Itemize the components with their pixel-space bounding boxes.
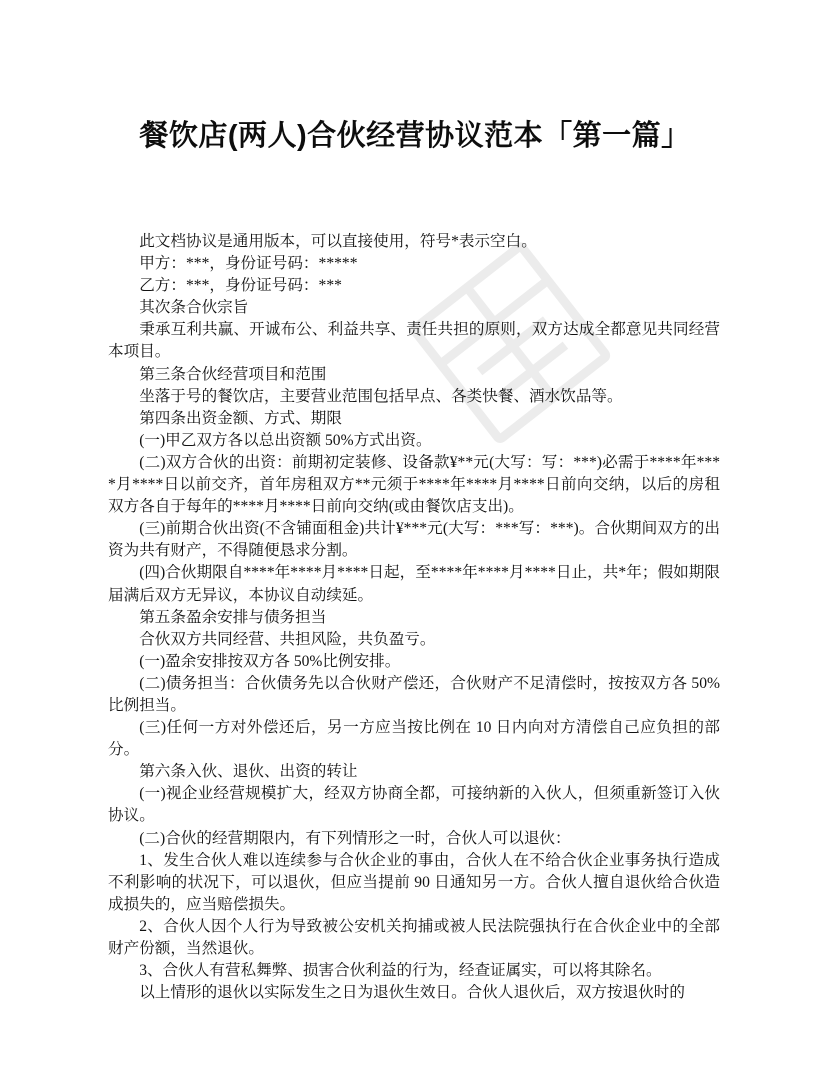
- paragraph: (二)合伙的经营期限内，有下列情形之一时，合伙人可以退伙：: [139, 829, 571, 847]
- paragraph: 以上情形的退伙以实际发生之日为退伙生效日。合伙人退伙后，双方按退伙时的: [139, 984, 685, 1002]
- paragraph: 第四条出资金额、方式、期限: [139, 409, 342, 427]
- paragraph: 秉承互利共赢、开诚布公、利益共享、责任共担的原则，双方达成全都意见共同经营本项目。: [108, 321, 720, 361]
- paragraph: (二)债务担当：合伙债务先以合伙财产偿还，合伙财产不足清偿时，按按双方各 50%比例担当。: [108, 674, 720, 714]
- paragraph: (一)盈余安排按双方各 50%比例安排。: [139, 652, 401, 670]
- paragraph: 第三条合伙经营项目和范围: [139, 365, 327, 383]
- paragraph: 乙方：***，身份证号码：***: [139, 277, 342, 295]
- document-body: [108, 231, 720, 1004]
- paragraph: 其次条合伙宗旨: [139, 299, 249, 317]
- paragraph: (一)甲乙双方各以总出资额 50%方式出资。: [139, 431, 432, 449]
- paragraph: (二)双方合伙的出资：前期初定装修、设备款¥**元(大写：写：***)必需于****年****月****日以前交齐，首年房租双方**元须于****年****月****日前向交纳，以后的房租双方各自于每年的****月****日前向交纳(或由餐饮店支出)。: [108, 453, 720, 516]
- paragraph: (一)视企业经营规模扩大，经双方协商全都，可接纳新的入伙人，但须重新签订入伙协议。: [108, 785, 720, 825]
- paragraph: 合伙双方共同经营、共担风险，共负盈亏。: [139, 630, 436, 648]
- paragraph: (三)任何一方对外偿还后，另一方应当按比例在 10 日内向对方清偿自己应负担的部分。: [108, 719, 720, 759]
- paragraph: 第六条入伙、退伙、出资的转让: [139, 763, 358, 781]
- paragraph: (三)前期合伙出资(不含铺面租金)共计¥***元(大写：***写：***)。合伙期间双方的出资为共有财产，不得随便恳求分割。: [108, 520, 720, 560]
- paragraph: (四)合伙期限自****年****月****日起，至****年****月****日止，共*年；假如期限届满后双方无异议，本协议自动续延。: [108, 564, 720, 604]
- paragraph: 第五条盈余安排与债务担当: [139, 608, 327, 626]
- paragraph: 1、发生合伙人难以连续参与合伙企业的事由，合伙人在不给合伙企业事务执行造成不利影响的状况下，可以退伙，但应当提前 90 日通知另一方。合伙人擅自退伙给合伙造成损失的，应当赔偿损失。: [108, 851, 720, 913]
- paragraph: 坐落于号的餐饮店，主要营业范围包括早点、各类快餐、酒水饮品等。: [139, 387, 623, 405]
- paragraph: 此文档协议是通用版本，可以直接使用，符号*表示空白。: [139, 233, 537, 250]
- paragraph: 2、合伙人因个人行为导致被公安机关拘捕或被人民法院强执行在合伙企业中的全部财产份额，当然退伙。: [108, 917, 720, 957]
- paragraph: 甲方：***，身份证号码：*****: [139, 255, 358, 273]
- page-title: 餐饮店(两人)合伙经营协议范本「第一篇」: [139, 120, 691, 152]
- paragraph: 3、合伙人有营私舞弊、损害合伙利益的行为，经查证属实，可以将其除名。: [139, 962, 662, 980]
